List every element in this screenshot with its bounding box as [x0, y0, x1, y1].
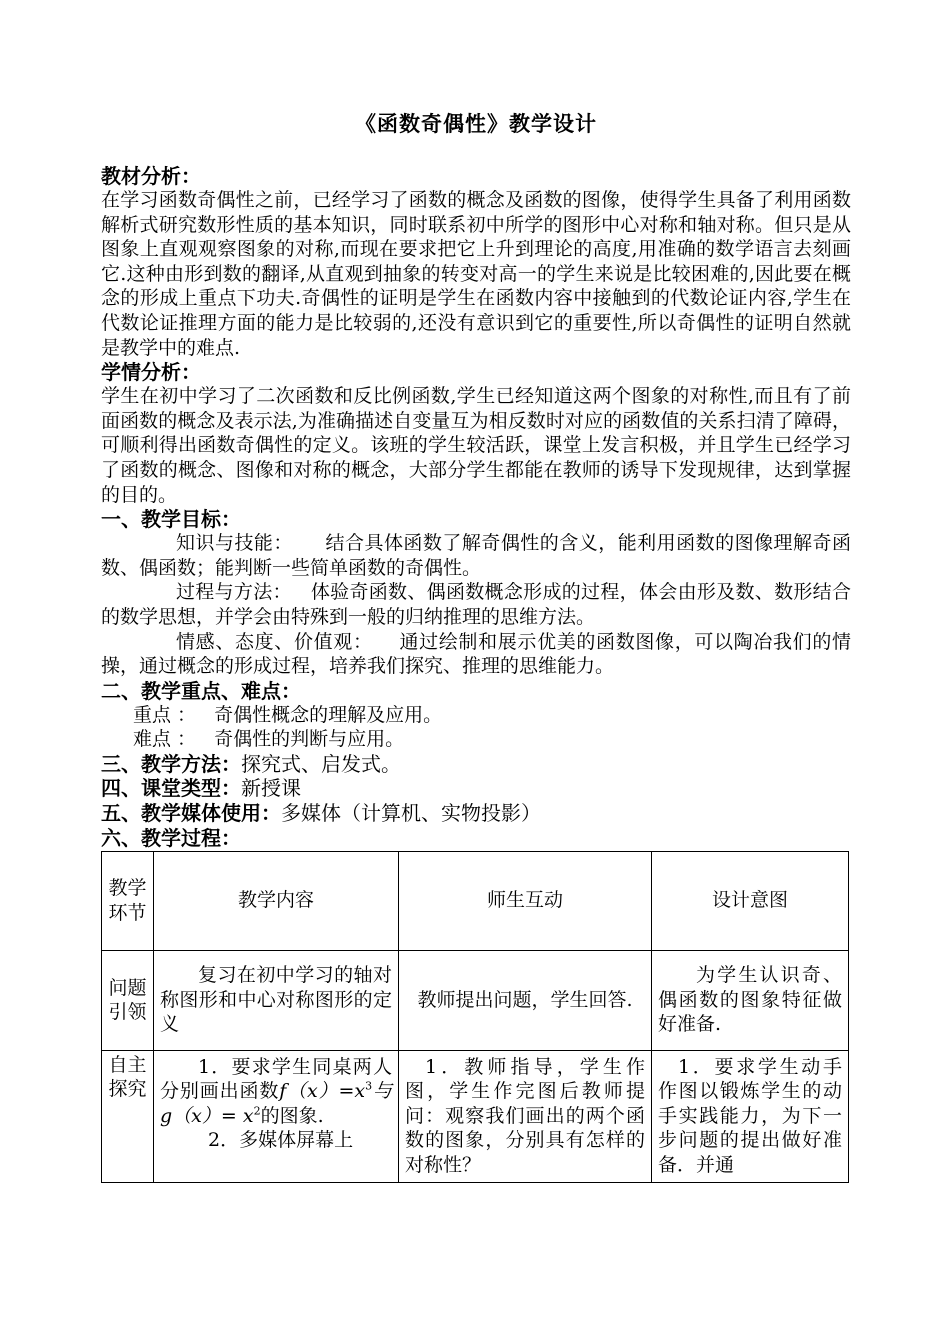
intent-text: 为学生认识奇、偶函数的图象特征做好准备.	[658, 964, 842, 1036]
key-label: 重点 ：	[133, 703, 197, 726]
goal-text: 结合具体函数了解奇偶性的含义，能利用函数的图像理解奇函数、偶函数；能判断一些简单函数的奇偶性。	[101, 532, 851, 579]
media-heading: 五、教学媒体使用：	[101, 801, 281, 826]
math-exponent: 2	[253, 1104, 261, 1118]
stage-cell: 问题引领	[102, 950, 154, 1050]
interaction-cell	[399, 950, 652, 1050]
goal-label: 过程与方法：	[176, 581, 292, 604]
content-text: 1．要求学生同桌两人分别画出函数	[160, 1055, 392, 1103]
lesson-type-heading: 四、课堂类型：	[101, 776, 241, 801]
content-cell	[154, 950, 399, 1050]
math-expression: f（x）=x	[279, 1080, 366, 1103]
goals-heading: 一、教学目标：	[101, 507, 241, 532]
col-header-interaction: 师生互动	[399, 851, 652, 950]
goal-emotion	[101, 630, 851, 679]
table-header-row	[102, 851, 849, 950]
material-analysis-text: 在学习函数奇偶性之前，已经学习了函数的概念及函数的图像，使得学生具备了利用函数解析式研究数形性质的基本知识，同时联系初中所学的图形中心对称和轴对称。但只是从图象上直观观察图象的对称,而现在要求把它上升到理论的高度,用准确的数学语言去刻画它.这种由形到数的翻译,从直观到抽象的转变对高一的学生来说是比较困难的,因此要在概念的形成上重点下功夫.奇偶性的证明是学生在函数内容中接触到的代数论证内容,学生在代数论证推理方面的能力是比较弱的,还没有意识到它的重要性,所以奇偶性的证明自然就是教学中的难点.	[101, 189, 851, 359]
interaction-cell	[399, 1050, 652, 1182]
method-text: 探究式、启发式。	[241, 751, 401, 776]
content-text: 的图象.	[260, 1104, 324, 1127]
col-header-intent: 设计意图	[652, 851, 849, 950]
media-line	[101, 801, 851, 826]
material-analysis-heading: 教材分析：	[101, 164, 201, 188]
math-expression: 与 g（x）= x	[160, 1080, 392, 1127]
lesson-type-text: 新授课	[241, 776, 301, 801]
content-item-2: 2．多媒体屏幕上	[208, 1129, 354, 1152]
intent-text: 1．要求学生动手作图以锻炼学生的动手实践能力，为下一步问题的提出做好准备．并通	[658, 1055, 842, 1177]
student-analysis-text: 学生在初中学习了二次函数和反比例函数,学生已经知道这两个图象的对称性,而且有了前面函数的概念及表示法,为准确描述自变量互为相反数时对应的函数值的关系扫清了障碍，可顺利得出函数奇偶性的定义。该班的学生较活跃，课堂上发言积极，并且学生已经学习了函数的概念、图像和对称的概念，大部分学生都能在教师的诱导下发现规律，达到掌握的目的。	[101, 385, 851, 506]
content-cell	[154, 1050, 399, 1182]
intent-cell	[652, 1050, 849, 1182]
process-heading: 六、教学过程：	[101, 825, 241, 850]
key-points-heading: 二、教学重点、难点：	[101, 678, 301, 703]
goal-label: 情感、态度、价值观：	[176, 630, 373, 653]
content-item-1	[160, 1055, 392, 1129]
method-heading: 三、教学方法：	[101, 751, 241, 776]
table-row	[102, 1050, 849, 1182]
document-page	[101, 108, 851, 1183]
lesson-type-line	[101, 776, 851, 801]
key-point-line	[101, 703, 851, 728]
goal-process	[101, 580, 851, 629]
math-exponent: 3	[365, 1079, 373, 1093]
goal-knowledge	[101, 531, 851, 580]
interaction-text: 1．教师指导，学生作图，学生作完图后教师提问：观察我们画出的两个函数的图象，分别具有怎样的对称性？	[405, 1055, 645, 1177]
document-title: 《函数奇偶性》教学设计	[355, 111, 597, 136]
method-line	[101, 752, 851, 777]
content-text: 复习在初中学习的轴对称图形和中心对称图形的定义	[160, 964, 392, 1036]
key-text: 奇偶性概念的理解及应用。	[214, 703, 443, 726]
media-text: 多媒体（计算机、实物投影）	[281, 801, 541, 826]
hard-label: 难点 ：	[133, 728, 197, 751]
interaction-text: 教师提出问题，学生回答.	[417, 988, 633, 1011]
intent-cell	[652, 950, 849, 1050]
goal-label: 知识与技能：	[176, 532, 293, 555]
table-row	[102, 950, 849, 1050]
goal-text: 体验奇函数、偶函数概念形成的过程，体会由形及数、数形结合的数学思想，并学会由特殊到一般的归纳推理的思维方法。	[101, 581, 851, 628]
hard-point-line	[101, 727, 851, 752]
student-analysis-heading: 学情分析：	[101, 360, 201, 385]
col-header-content: 教学内容	[154, 851, 399, 950]
col-header-stage: 教学环节	[102, 851, 154, 950]
process-table	[101, 851, 849, 1183]
goal-text: 通过绘制和展示优美的函数图像，可以陶冶我们的情操，通过概念的形成过程，培养我们探究、推理的思维能力。	[101, 630, 851, 678]
hard-text: 奇偶性的判断与应用。	[214, 728, 405, 751]
stage-cell: 自主探究	[102, 1050, 154, 1182]
